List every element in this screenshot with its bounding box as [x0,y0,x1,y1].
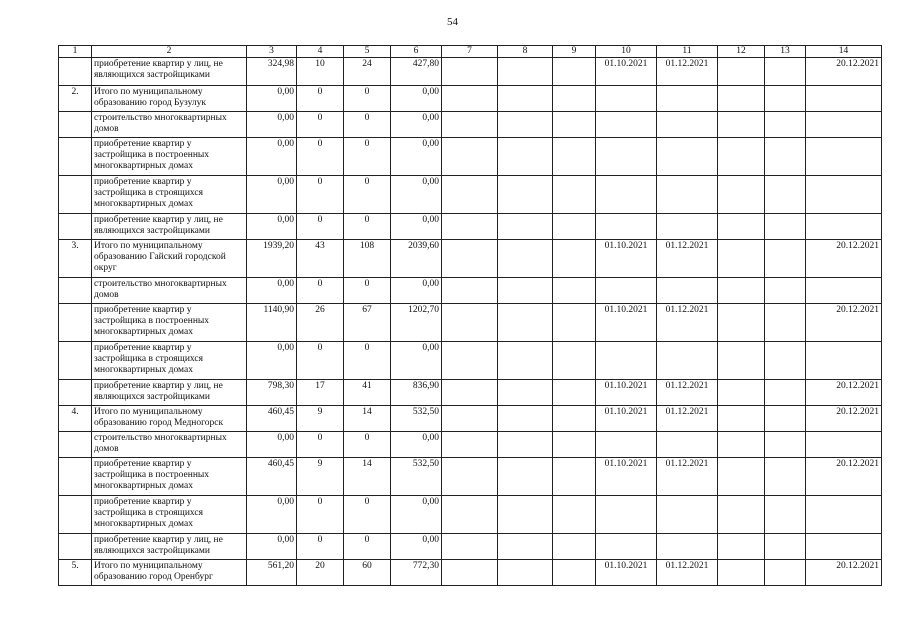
page-number: 54 [447,16,458,28]
cell-col6: 0,00 [391,112,442,138]
cell-col10 [596,112,657,138]
cell-col8 [498,112,553,138]
cell-col8 [498,214,553,240]
cell-col4: 0 [297,432,344,458]
cell-col11 [657,138,718,176]
cell-col12 [718,214,765,240]
cell-col8 [498,534,553,560]
cell-col11: 01.12.2021 [657,560,718,586]
cell-index: 3. [59,240,92,278]
cell-col9 [553,138,596,176]
cell-col9 [553,496,596,534]
cell-index [59,214,92,240]
cell-col4: 0 [297,112,344,138]
cell-col5: 0 [344,214,391,240]
column-header-12: 12 [718,46,765,58]
cell-col12 [718,406,765,432]
table-row [59,138,882,176]
cell-col9 [553,560,596,586]
cell-col12 [718,496,765,534]
cell-col13 [765,406,806,432]
table-row [59,534,882,560]
cell-col14: 20.12.2021 [806,406,882,432]
cell-col12 [718,58,765,86]
cell-col14 [806,138,882,176]
cell-col11 [657,534,718,560]
cell-col10 [596,432,657,458]
cell-col5: 14 [344,406,391,432]
cell-col10 [596,496,657,534]
cell-col14 [806,342,882,380]
cell-col4: 17 [297,380,344,406]
table-row [59,176,882,214]
cell-name: Итого по муниципальному образованию город Бузулук [92,86,247,112]
cell-col13 [765,112,806,138]
column-header-2: 2 [92,46,247,58]
cell-col8 [498,380,553,406]
cell-col13 [765,380,806,406]
table-row [59,304,882,342]
cell-col13 [765,560,806,586]
cell-col4: 0 [297,138,344,176]
cell-col5: 14 [344,458,391,496]
cell-col10 [596,138,657,176]
table-row [59,380,882,406]
cell-col9 [553,278,596,304]
cell-col4: 9 [297,458,344,496]
cell-col3: 0,00 [247,176,297,214]
cell-col7 [442,406,498,432]
cell-col10: 01.10.2021 [596,304,657,342]
cell-col6: 1202,70 [391,304,442,342]
cell-index: 2. [59,86,92,112]
cell-col14: 20.12.2021 [806,240,882,278]
cell-col4: 0 [297,342,344,380]
cell-col9 [553,112,596,138]
cell-col3: 0,00 [247,432,297,458]
table-row [59,560,882,586]
cell-col4: 0 [297,496,344,534]
cell-name: Итого по муниципальному образованию город Медногорск [92,406,247,432]
cell-col3: 324,98 [247,58,297,86]
table-row [59,496,882,534]
cell-col12 [718,458,765,496]
cell-name: Итого по муниципальному образованию Гайский городской округ [92,240,247,278]
cell-col14: 20.12.2021 [806,304,882,342]
cell-col5: 0 [344,176,391,214]
cell-col10 [596,86,657,112]
column-header-8: 8 [498,46,553,58]
cell-col3: 0,00 [247,112,297,138]
cell-name: приобретение квартир у лиц, не являющихся застройщиками [92,58,247,86]
cell-col4: 0 [297,176,344,214]
cell-col4: 10 [297,58,344,86]
cell-col13 [765,86,806,112]
cell-col14: 20.12.2021 [806,58,882,86]
cell-col11 [657,176,718,214]
cell-index [59,496,92,534]
cell-col3: 0,00 [247,496,297,534]
cell-col7 [442,112,498,138]
cell-col6: 0,00 [391,138,442,176]
cell-col9 [553,214,596,240]
cell-col3: 0,00 [247,214,297,240]
cell-col4: 20 [297,560,344,586]
cell-col8 [498,432,553,458]
cell-col7 [442,534,498,560]
cell-col9 [553,432,596,458]
cell-col5: 0 [344,432,391,458]
cell-col12 [718,304,765,342]
cell-col14 [806,176,882,214]
cell-col10: 01.10.2021 [596,406,657,432]
cell-col11 [657,342,718,380]
cell-col8 [498,342,553,380]
cell-name: приобретение квартир у лиц, не являющихся застройщиками [92,214,247,240]
cell-name: строительство многоквартирных домов [92,112,247,138]
cell-col4: 0 [297,278,344,304]
cell-col6: 2039,60 [391,240,442,278]
cell-col11: 01.12.2021 [657,240,718,278]
cell-col3: 0,00 [247,86,297,112]
cell-name: приобретение квартир у застройщика в строящихся многоквартирных домах [92,342,247,380]
cell-col8 [498,458,553,496]
column-header-10: 10 [596,46,657,58]
cell-col9 [553,406,596,432]
cell-col12 [718,86,765,112]
cell-name: приобретение квартир у лиц, не являющихся застройщиками [92,380,247,406]
column-header-3: 3 [247,46,297,58]
cell-col12 [718,342,765,380]
cell-col11 [657,432,718,458]
table-row [59,278,882,304]
cell-col11: 01.12.2021 [657,380,718,406]
cell-col6: 0,00 [391,432,442,458]
cell-col12 [718,112,765,138]
cell-name: строительство многоквартирных домов [92,278,247,304]
cell-col11 [657,214,718,240]
column-header-13: 13 [765,46,806,58]
cell-index [59,534,92,560]
cell-col4: 0 [297,534,344,560]
cell-col7 [442,138,498,176]
cell-col5: 24 [344,58,391,86]
cell-col14: 20.12.2021 [806,380,882,406]
cell-col12 [718,278,765,304]
cell-col14 [806,278,882,304]
cell-col13 [765,58,806,86]
cell-col10: 01.10.2021 [596,240,657,278]
cell-col7 [442,496,498,534]
cell-col6: 0,00 [391,496,442,534]
cell-col4: 9 [297,406,344,432]
cell-col7 [442,304,498,342]
cell-index [59,112,92,138]
table-row [59,86,882,112]
cell-col7 [442,458,498,496]
cell-col8 [498,496,553,534]
column-header-11: 11 [657,46,718,58]
table-row [59,58,882,86]
cell-col9 [553,304,596,342]
cell-col5: 0 [344,534,391,560]
cell-col5: 0 [344,496,391,534]
cell-col6: 532,50 [391,406,442,432]
cell-col3: 0,00 [247,138,297,176]
cell-col11 [657,86,718,112]
column-header-5: 5 [344,46,391,58]
table-row [59,342,882,380]
cell-col6: 0,00 [391,278,442,304]
cell-col12 [718,560,765,586]
cell-col3: 1140,90 [247,304,297,342]
cell-col10 [596,534,657,560]
cell-col6: 532,50 [391,458,442,496]
cell-col13 [765,138,806,176]
cell-col7 [442,214,498,240]
cell-index [59,176,92,214]
column-header-9: 9 [553,46,596,58]
cell-col6: 0,00 [391,176,442,214]
cell-col13 [765,214,806,240]
cell-col5: 41 [344,380,391,406]
cell-col8 [498,138,553,176]
cell-index [59,304,92,342]
cell-col5: 0 [344,342,391,380]
cell-col8 [498,240,553,278]
cell-name: приобретение квартир у застройщика в строящихся многоквартирных домах [92,496,247,534]
cell-col14 [806,534,882,560]
cell-col14 [806,496,882,534]
cell-col11: 01.12.2021 [657,406,718,432]
cell-col6: 836,90 [391,380,442,406]
table-row [59,432,882,458]
table-row [59,214,882,240]
cell-col3: 0,00 [247,534,297,560]
column-header-4: 4 [297,46,344,58]
cell-name: приобретение квартир у застройщика в построенных многоквартирных домах [92,458,247,496]
cell-col13 [765,342,806,380]
cell-col13 [765,176,806,214]
cell-col6: 427,80 [391,58,442,86]
column-header-1: 1 [59,46,92,58]
cell-col13 [765,458,806,496]
cell-col5: 0 [344,138,391,176]
cell-col8 [498,58,553,86]
cell-col9 [553,342,596,380]
table-row [59,112,882,138]
cell-col7 [442,176,498,214]
cell-col10 [596,342,657,380]
table-row [59,240,882,278]
cell-col6: 772,30 [391,560,442,586]
cell-name: строительство многоквартирных домов [92,432,247,458]
cell-col9 [553,58,596,86]
cell-col13 [765,496,806,534]
column-header-14: 14 [806,46,882,58]
cell-col12 [718,534,765,560]
cell-col5: 60 [344,560,391,586]
table-row [59,458,882,496]
cell-col7 [442,560,498,586]
cell-col11 [657,112,718,138]
cell-col13 [765,304,806,342]
cell-index [59,432,92,458]
cell-col7 [442,380,498,406]
cell-col10: 01.10.2021 [596,458,657,496]
cell-col5: 0 [344,86,391,112]
cell-name: приобретение квартир у застройщика в построенных многоквартирных домах [92,304,247,342]
cell-index: 5. [59,560,92,586]
cell-col4: 43 [297,240,344,278]
cell-index [59,138,92,176]
cell-col14: 20.12.2021 [806,458,882,496]
cell-col3: 1939,20 [247,240,297,278]
cell-col4: 0 [297,86,344,112]
cell-col13 [765,240,806,278]
cell-col13 [765,278,806,304]
cell-col12 [718,176,765,214]
cell-col11 [657,278,718,304]
header-row [59,46,882,58]
cell-name: приобретение квартир у застройщика в построенных многоквартирных домах [92,138,247,176]
cell-col3: 798,30 [247,380,297,406]
cell-col13 [765,432,806,458]
cell-col9 [553,534,596,560]
cell-col7 [442,342,498,380]
cell-col7 [442,86,498,112]
cell-index: 4. [59,406,92,432]
cell-col7 [442,58,498,86]
cell-index [59,458,92,496]
cell-name: приобретение квартир у застройщика в строящихся многоквартирных домах [92,176,247,214]
cell-col14 [806,432,882,458]
cell-index [59,342,92,380]
cell-col8 [498,560,553,586]
cell-col5: 0 [344,278,391,304]
cell-col3: 561,20 [247,560,297,586]
cell-col8 [498,86,553,112]
cell-col14 [806,86,882,112]
cell-index [59,278,92,304]
cell-col6: 0,00 [391,342,442,380]
cell-col8 [498,406,553,432]
column-header-7: 7 [442,46,498,58]
cell-col8 [498,278,553,304]
cell-col10: 01.10.2021 [596,380,657,406]
cell-col9 [553,240,596,278]
cell-col14 [806,112,882,138]
cell-col10: 01.10.2021 [596,58,657,86]
cell-col11 [657,496,718,534]
cell-col14: 20.12.2021 [806,560,882,586]
cell-col9 [553,380,596,406]
cell-col11: 01.12.2021 [657,304,718,342]
cell-col4: 26 [297,304,344,342]
cell-col14 [806,214,882,240]
cell-col12 [718,138,765,176]
cell-col13 [765,534,806,560]
cell-name: Итого по муниципальному образованию город Оренбург [92,560,247,586]
cell-col5: 0 [344,112,391,138]
cell-col8 [498,176,553,214]
cell-col10 [596,278,657,304]
cell-col6: 0,00 [391,214,442,240]
cell-col3: 0,00 [247,278,297,304]
cell-col11: 01.12.2021 [657,58,718,86]
cell-col3: 0,00 [247,342,297,380]
cell-col3: 460,45 [247,406,297,432]
cell-col5: 67 [344,304,391,342]
cell-col8 [498,304,553,342]
cell-col9 [553,458,596,496]
column-header-6: 6 [391,46,442,58]
cell-col10 [596,214,657,240]
cell-col10: 01.10.2021 [596,560,657,586]
cell-col10 [596,176,657,214]
table-row [59,406,882,432]
data-table [58,45,882,586]
cell-col12 [718,432,765,458]
cell-col6: 0,00 [391,86,442,112]
cell-name: приобретение квартир у лиц, не являющихся застройщиками [92,534,247,560]
cell-col9 [553,86,596,112]
cell-col6: 0,00 [391,534,442,560]
cell-col3: 460,45 [247,458,297,496]
cell-index [59,380,92,406]
cell-col12 [718,240,765,278]
cell-col5: 108 [344,240,391,278]
cell-col7 [442,278,498,304]
cell-index [59,58,92,86]
cell-col11: 01.12.2021 [657,458,718,496]
cell-col9 [553,176,596,214]
cell-col4: 0 [297,214,344,240]
cell-col12 [718,380,765,406]
cell-col7 [442,240,498,278]
cell-col7 [442,432,498,458]
